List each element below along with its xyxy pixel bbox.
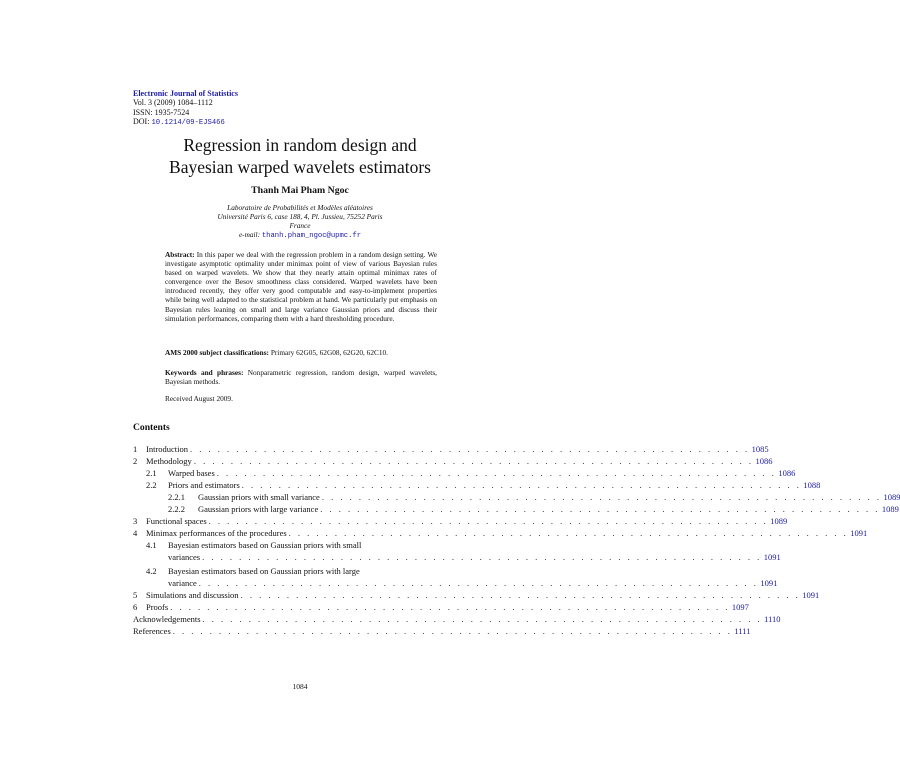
toc-leader: . . . . . . . . . . . . . . . . . . . . . . . . . . . . . . . . . . . . . . . . . . . . . . . . . . . . . . . . . . . . . [241,480,802,490]
toc-page-link[interactable]: 1091 [760,578,778,588]
toc-title: Bayesian estimators based on Gaussian priors with large [168,566,360,576]
toc-entry-4-2-first-line[interactable] [133,564,360,576]
toc-number: 3 [133,516,138,526]
toc-title: variances [168,552,201,562]
keywords-label: Keywords and phrases: [165,368,244,377]
toc-entry-methodology[interactable] [133,454,773,466]
toc-number: 5 [133,590,138,600]
email-line [160,230,440,241]
toc-leader: . . . . . . . . . . . . . . . . . . . . . . . . . . . . . . . . . . . . . . . . . . . . . . . . . . . . . . . . . . . . . [216,468,777,478]
toc-title: Warped bases [168,468,215,478]
toc-entry-large-variance[interactable] [133,502,899,514]
title-line-2: Bayesian warped wavelets estimators [169,156,431,177]
doi-line [133,117,238,128]
toc-leader: . . . . . . . . . . . . . . . . . . . . . . . . . . . . . . . . . . . . . . . . . . . . . . . . . . . . . . . . . . . . . [172,626,733,636]
toc-page-link[interactable]: 1110 [764,614,781,624]
paper-title [60,135,540,178]
toc-leader: . . . . . . . . . . . . . . . . . . . . . . . . . . . . . . . . . . . . . . . . . . . . . . . . . . . . . . . . . . . . . [208,516,769,526]
doi-label: DOI: [133,116,150,126]
toc-title: Proofs [146,602,169,612]
toc-number: 4 [133,528,138,538]
ams-classifications [165,348,437,357]
received-date: Received August 2009. [165,394,233,403]
journal-header [133,89,238,128]
toc-entry-small-variance[interactable] [133,490,900,502]
ams-label: AMS 2000 subject classifications: [165,348,269,357]
toc-entry-minimax[interactable] [133,526,868,538]
toc-entry-proofs[interactable] [133,600,749,612]
toc-leader: . . . . . . . . . . . . . . . . . . . . . . . . . . . . . . . . . . . . . . . . . . . . . . . . . . . . . . . . . . . . . [190,444,750,454]
toc-title: Priors and estimators [168,480,240,490]
toc-number: 2.1 [146,468,157,478]
keywords-text: Nonparametric regression, random design, warped wavelets, Bayesian methods. [165,368,437,387]
toc-leader: . . . . . . . . . . . . . . . . . . . . . . . . . . . . . . . . . . . . . . . . . . . . . . . . . . . . . . . . . . . . . [288,528,849,538]
toc-title: Acknowledgements [133,614,201,624]
toc-title: Methodology [146,456,192,466]
toc-leader: . . . . . . . . . . . . . . . . . . . . . . . . . . . . . . . . . . . . . . . . . . . . . . . . . . . . . . . . . . . . . [240,590,801,600]
toc-page-link[interactable]: 1085 [751,444,769,454]
toc-leader: . . . . . . . . . . . . . . . . . . . . . . . . . . . . . . . . . . . . . . . . . . . . . . . . . . . . . . . . . . . . . [198,578,759,588]
toc-number: 6 [133,602,138,612]
toc-page-link[interactable]: 1086 [755,456,773,466]
toc-leader: . . . . . . . . . . . . . . . . . . . . . . . . . . . . . . . . . . . . . . . . . . . . . . . . . . . . . . . . . . . . . [170,602,730,612]
toc-entry-introduction[interactable] [133,442,769,454]
affiliation-line-1: Laboratoire de Probabilités et Modèles aléatoires [227,203,373,212]
table-of-contents [133,442,900,642]
doi-link[interactable]: 10.1214/09-EJS466 [151,118,225,127]
toc-number: 4.1 [146,540,157,550]
page-number: 1084 [292,682,308,691]
toc-entry-references[interactable] [133,624,751,636]
toc-title: Introduction [146,444,189,454]
toc-page-link[interactable]: 1086 [778,468,796,478]
toc-entry-simulations[interactable] [133,588,820,600]
toc-number: 2.2.1 [168,492,185,502]
toc-page-link[interactable]: 1089 [770,516,788,526]
toc-title: Functional spaces [146,516,207,526]
abstract-text: In this paper we deal with the regression problem in a random design setting. We investigate asymptotic optimality under minimax point of view of various Bayesian rules based on warped wavelets. We show that they nearly attain optimal minimax rates of convergence over the Besov smoothness class considered. Warped wavelets have been introduced recently, they offer very good computable and easy-to-implement properties while being well adapted to the statistical problem at hand. We particularly put emphasis on Bayesian rules leaning on small and large variance Gaussian priors and discuss their simulation performances, comparing them with a hard thresholding procedure. [165,250,437,323]
toc-page-link[interactable]: 1097 [731,602,749,612]
ams-text: Primary 62G05, 62G08, 62G20, 62C10. [270,348,388,357]
toc-page-link[interactable]: 1091 [802,590,820,600]
toc-leader: . . . . . . . . . . . . . . . . . . . . . . . . . . . . . . . . . . . . . . . . . . . . . . . . . . . . . . . . . . . . . [321,492,882,502]
toc-leader: . . . . . . . . . . . . . . . . . . . . . . . . . . . . . . . . . . . . . . . . . . . . . . . . . . . . . . . . . . . . . [202,614,763,624]
toc-leader: . . . . . . . . . . . . . . . . . . . . . . . . . . . . . . . . . . . . . . . . . . . . . . . . . . . . . . . . . . . . . [202,552,762,562]
affiliation-line-3: France [289,221,311,231]
toc-page-link[interactable]: 1091 [763,552,781,562]
toc-entry-4-1[interactable] [133,550,781,562]
journal-name-link[interactable]: Electronic Journal of Statistics [133,89,238,98]
toc-entry-priors-estimators[interactable] [133,478,821,490]
toc-title: variance [168,578,197,588]
toc-leader: . . . . . . . . . . . . . . . . . . . . . . . . . . . . . . . . . . . . . . . . . . . . . . . . . . . . . . . . . . . . . [320,504,880,514]
toc-title: Simulations and discussion [146,590,239,600]
issn-line: ISSN: 1935-7524 [133,107,190,117]
title-line-1: Regression in random design and [183,135,417,155]
toc-page-link[interactable]: 1088 [803,480,821,490]
toc-page-link[interactable]: 1091 [850,528,868,538]
toc-title: Bayesian estimators based on Gaussian priors with small [168,540,362,550]
toc-page-link[interactable]: 1111 [734,626,751,636]
volume-line: Vol. 3 (2009) 1084–1112 [133,98,213,108]
author-name: Thanh Mai Pham Ngoc [251,185,349,196]
toc-entry-4-2[interactable] [133,576,778,588]
toc-title: Gaussian priors with small variance [198,492,320,502]
abstract-label: Abstract: [165,250,195,259]
email-label: e-mail: [238,230,261,240]
affiliation-line-2: Université Paris 6, case 188, 4, Pl. Jussieu, 75252 Paris [217,212,383,222]
toc-number: 4.2 [146,566,157,576]
toc-title: Minimax performances of the procedures [146,528,287,538]
toc-entry-acknowledgements[interactable] [133,612,781,624]
toc-leader: . . . . . . . . . . . . . . . . . . . . . . . . . . . . . . . . . . . . . . . . . . . . . . . . . . . . . . . . . . . . . [193,456,754,466]
keywords [165,368,437,386]
toc-number: 2.2 [146,480,157,490]
affiliation [160,203,440,241]
abstract [165,250,437,323]
toc-title: References [133,626,171,636]
toc-number: 1 [133,444,138,454]
toc-title: Gaussian priors with large variance [198,504,319,514]
contents-heading: Contents [133,422,170,433]
toc-page-link[interactable]: 1089 [881,504,899,514]
email-link[interactable]: thanh.pham_ngoc@upmc.fr [261,232,362,241]
toc-page-link[interactable]: 1089 [883,492,900,502]
toc-number: 2.2.2 [168,504,185,514]
toc-entry-warped-bases[interactable] [133,466,796,478]
toc-entry-4-1-first-line[interactable] [133,538,361,550]
toc-entry-functional-spaces[interactable] [133,514,788,526]
toc-number: 2 [133,456,138,466]
